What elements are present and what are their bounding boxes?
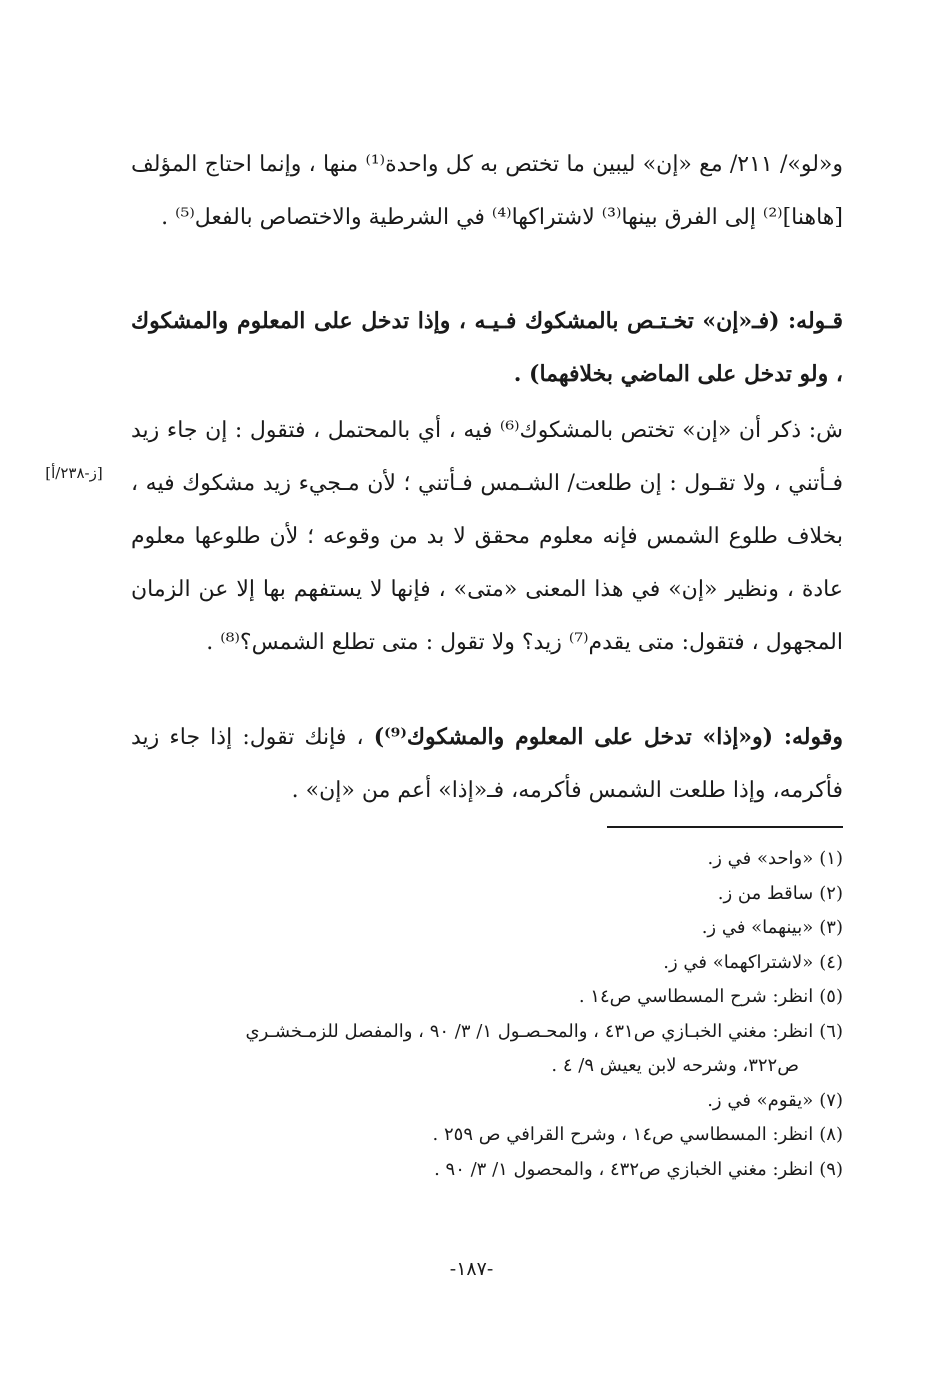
footnote-continuation: ص٣٢٢، وشرحه لابن يعيش ٩/ ٤ . — [551, 1055, 799, 1076]
footnote-number: (٨) — [819, 1124, 843, 1145]
footnote-text: انظر: مغني الخبازي ص٤٣٢ ، والمحصول ١/ ٣/ ٩٠ . — [434, 1158, 814, 1180]
footnote-item — [131, 980, 843, 1015]
footnote-item — [131, 1084, 843, 1119]
footnote-item — [131, 946, 843, 981]
footnote-text: انظر: شرح المسطاسي ص١٤ . — [578, 986, 814, 1007]
page-number: -١٨٧- — [449, 1258, 494, 1280]
footnote-item — [131, 877, 843, 912]
footnote-text: انظر: مغني الخبـازي ص٤٣١ ، والمحـصـول ١/ ٣/ ٩٠ ، والمفصل للزمـخشـري — [245, 1020, 814, 1042]
footnote-text: «يقوم» في ز. — [707, 1089, 814, 1111]
footnote-item — [131, 842, 843, 877]
footnote-number: (٥) — [819, 986, 843, 1007]
footnote-text: ساقط من ز. — [717, 882, 814, 904]
footnote-number: (٣) — [819, 917, 843, 938]
footnotes-list — [131, 842, 843, 1187]
footnote-number: (٦) — [819, 1020, 843, 1042]
footnote-divider — [607, 826, 843, 828]
quoted-statement-idha: وقوله: (و«إذا» تدخل على المعلوم والمشكوك⁽⁹⁾) — [373, 724, 844, 750]
paragraph-intro: و«لو»/ ٢١١/ مع «إن» ليبين ما تختص به كل واحدة⁽¹⁾ منها ، وإنما احتاج المؤلف [هاهنا]⁽²⁾ إلى الفرق بينها⁽³⁾ لاشتراكها⁽⁴⁾ في الشرطية والاختصاص بالفعل⁽⁵⁾ . — [131, 152, 843, 230]
footnote-text: «لاشتراكهما» في ز. — [663, 951, 814, 973]
footnote-number: (٩) — [819, 1158, 843, 1180]
footnote-item — [131, 1153, 843, 1188]
quoted-statement-in-idha: قـوله: (فـ«إن» تخـتـص بالمشكوك فـيـه ، وإذا تدخل على المعلوم والمشكوك ، ولو تدخل على الماضي بخلافهما) . — [131, 308, 843, 387]
footnote-text: «واحد» في ز. — [707, 848, 814, 869]
footnote-item — [131, 1118, 843, 1153]
footnote-text: «بينهما» في ز. — [701, 917, 814, 938]
paragraph-explanation: ش: ذكر أن «إن» تختص بالمشكوك⁽⁶⁾ فيه ، أي بالمحتمل ، فتقول : إن جاء زيد فـأتني ، ولا تقـول : إن طلعت/ الشـمس فـأتني ؛ لأن مـجيء زيد مشكوك فيه ، بخلاف طلوع الشمس فإنه معلوم محقق لا بد من وقوعه ؛ لأن طلوعها معلوم عادة ، ونظير «إن» في هذا المعنى «متى» ، فإنها لا يستفهم بها إلا عن الزمان المجهول ، فتقول: متى يقدم⁽⁷⁾ زيد؟ ولا تقول : متى تطلع الشمس؟⁽⁸⁾ . — [131, 418, 843, 655]
paragraph-idha-rest: ، فإنك تقول: إذا جاء زيد فأكرمه، وإذا طلعت الشمس فأكرمه، فـ«إذا» أعم من «إن» . — [131, 725, 843, 803]
footnote-text: انظر: المسطاسي ص١٤ ، وشرح القرافي ص ٢٥٩ . — [432, 1124, 814, 1145]
footnote-number: (٢) — [819, 882, 843, 904]
footnote-number: (١) — [819, 848, 843, 869]
paragraph-idha — [131, 711, 843, 817]
footnote-number: (٤) — [819, 951, 843, 973]
footnote-number: (٧) — [819, 1089, 843, 1111]
manuscript-folio-marker: [ز-٢٣٨/أ] — [45, 464, 103, 482]
footnote-item — [131, 911, 843, 946]
footnote-item — [131, 1015, 843, 1050]
